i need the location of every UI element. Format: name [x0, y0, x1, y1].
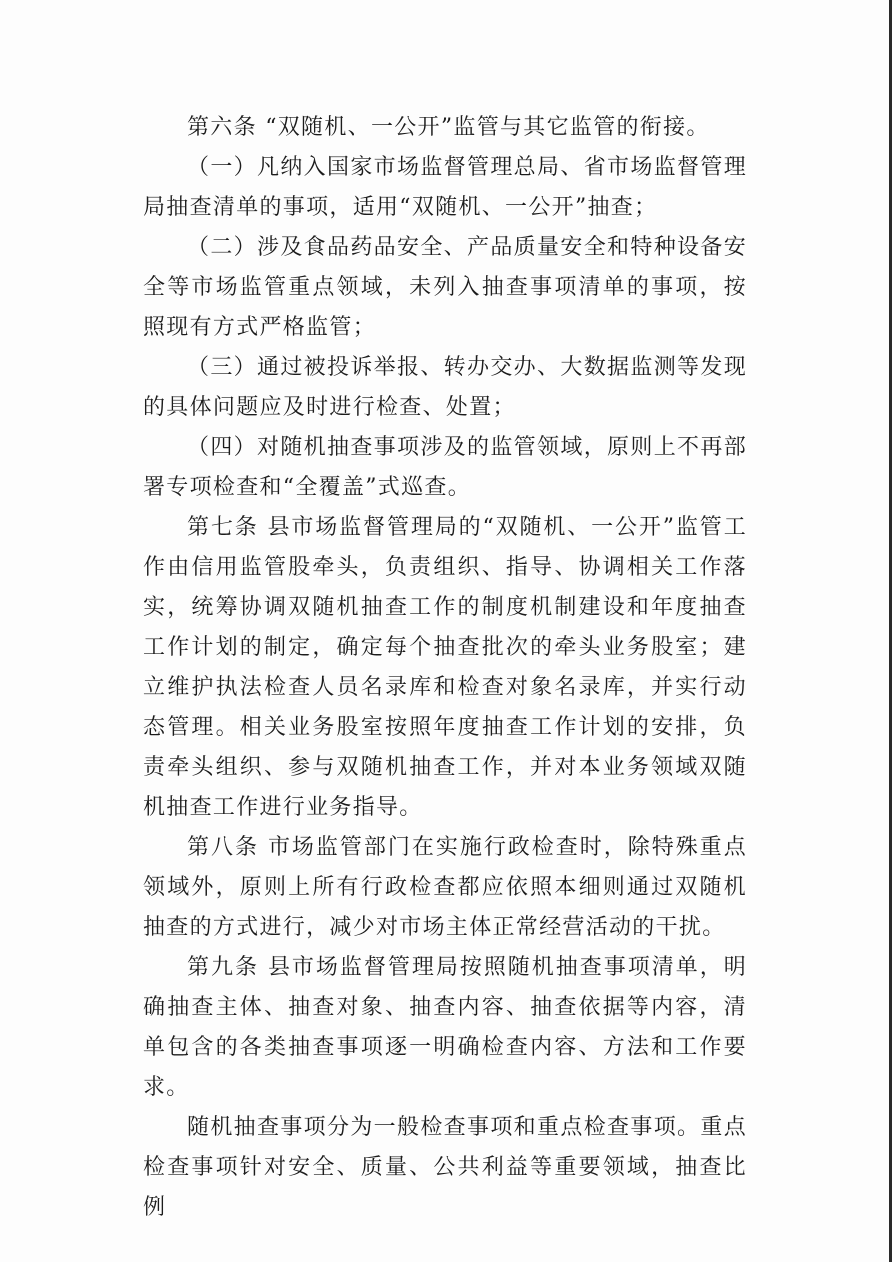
article-6-item-1: （一）凡纳入国家市场监督管理总局、省市场监督管理局抽查清单的事项，适用“双随机、一公开”抽查；: [143, 155, 747, 220]
article-6-item-3: （三）通过被投诉举报、转办交办、大数据监测等发现的具体问题应及时进行检查、处置；: [143, 355, 747, 420]
article-9-continuation: 随机抽查事项分为一般检查事项和重点检查事项。重点检查事项针对安全、质量、公共利益等重要领域，抽查比例: [143, 1115, 747, 1220]
article-9: 第九条 县市场监督管理局按照随机抽查事项清单，明确抽查主体、抽查对象、抽查内容、抽查依据等内容，清单包含的各类抽查事项逐一明确检查内容、方法和工作要求。: [143, 955, 747, 1100]
article-6-item-2: （二）涉及食品药品安全、产品质量安全和特种设备安全等市场监管重点领域，未列入抽查事项清单的事项，按照现有方式严格监管；: [143, 235, 747, 340]
article-6-item-4: （四）对随机抽查事项涉及的监管领域，原则上不再部署专项检查和“全覆盖”式巡查。: [143, 435, 747, 500]
article-8: 第八条 市场监管部门在实施行政检查时，除特殊重点领域外，原则上所有行政检查都应依照本细则通过双随机抽查的方式进行，减少对市场主体正常经营活动的干扰。: [143, 835, 747, 940]
document-body: [143, 108, 747, 1228]
article-6-heading: 第六条 “双随机、一公开”监管与其它监管的衔接。: [187, 115, 710, 140]
article-7: 第七条 县市场监督管理局的“双随机、一公开”监管工作由信用监管股牵头，负责组织、指导、协调相关工作落实，统筹协调双随机抽查工作的制度机制建设和年度抽查工作计划的制定，确定每个抽查批次的牵头业务股室；建立维护执法检查人员名录库和检查对象名录库，并实行动态管理。相关业务股室按照年度抽查工作计划的安排，负责牵头组织、参与双随机抽查工作，并对本业务领域双随机抽查工作进行业务指导。: [143, 515, 747, 820]
